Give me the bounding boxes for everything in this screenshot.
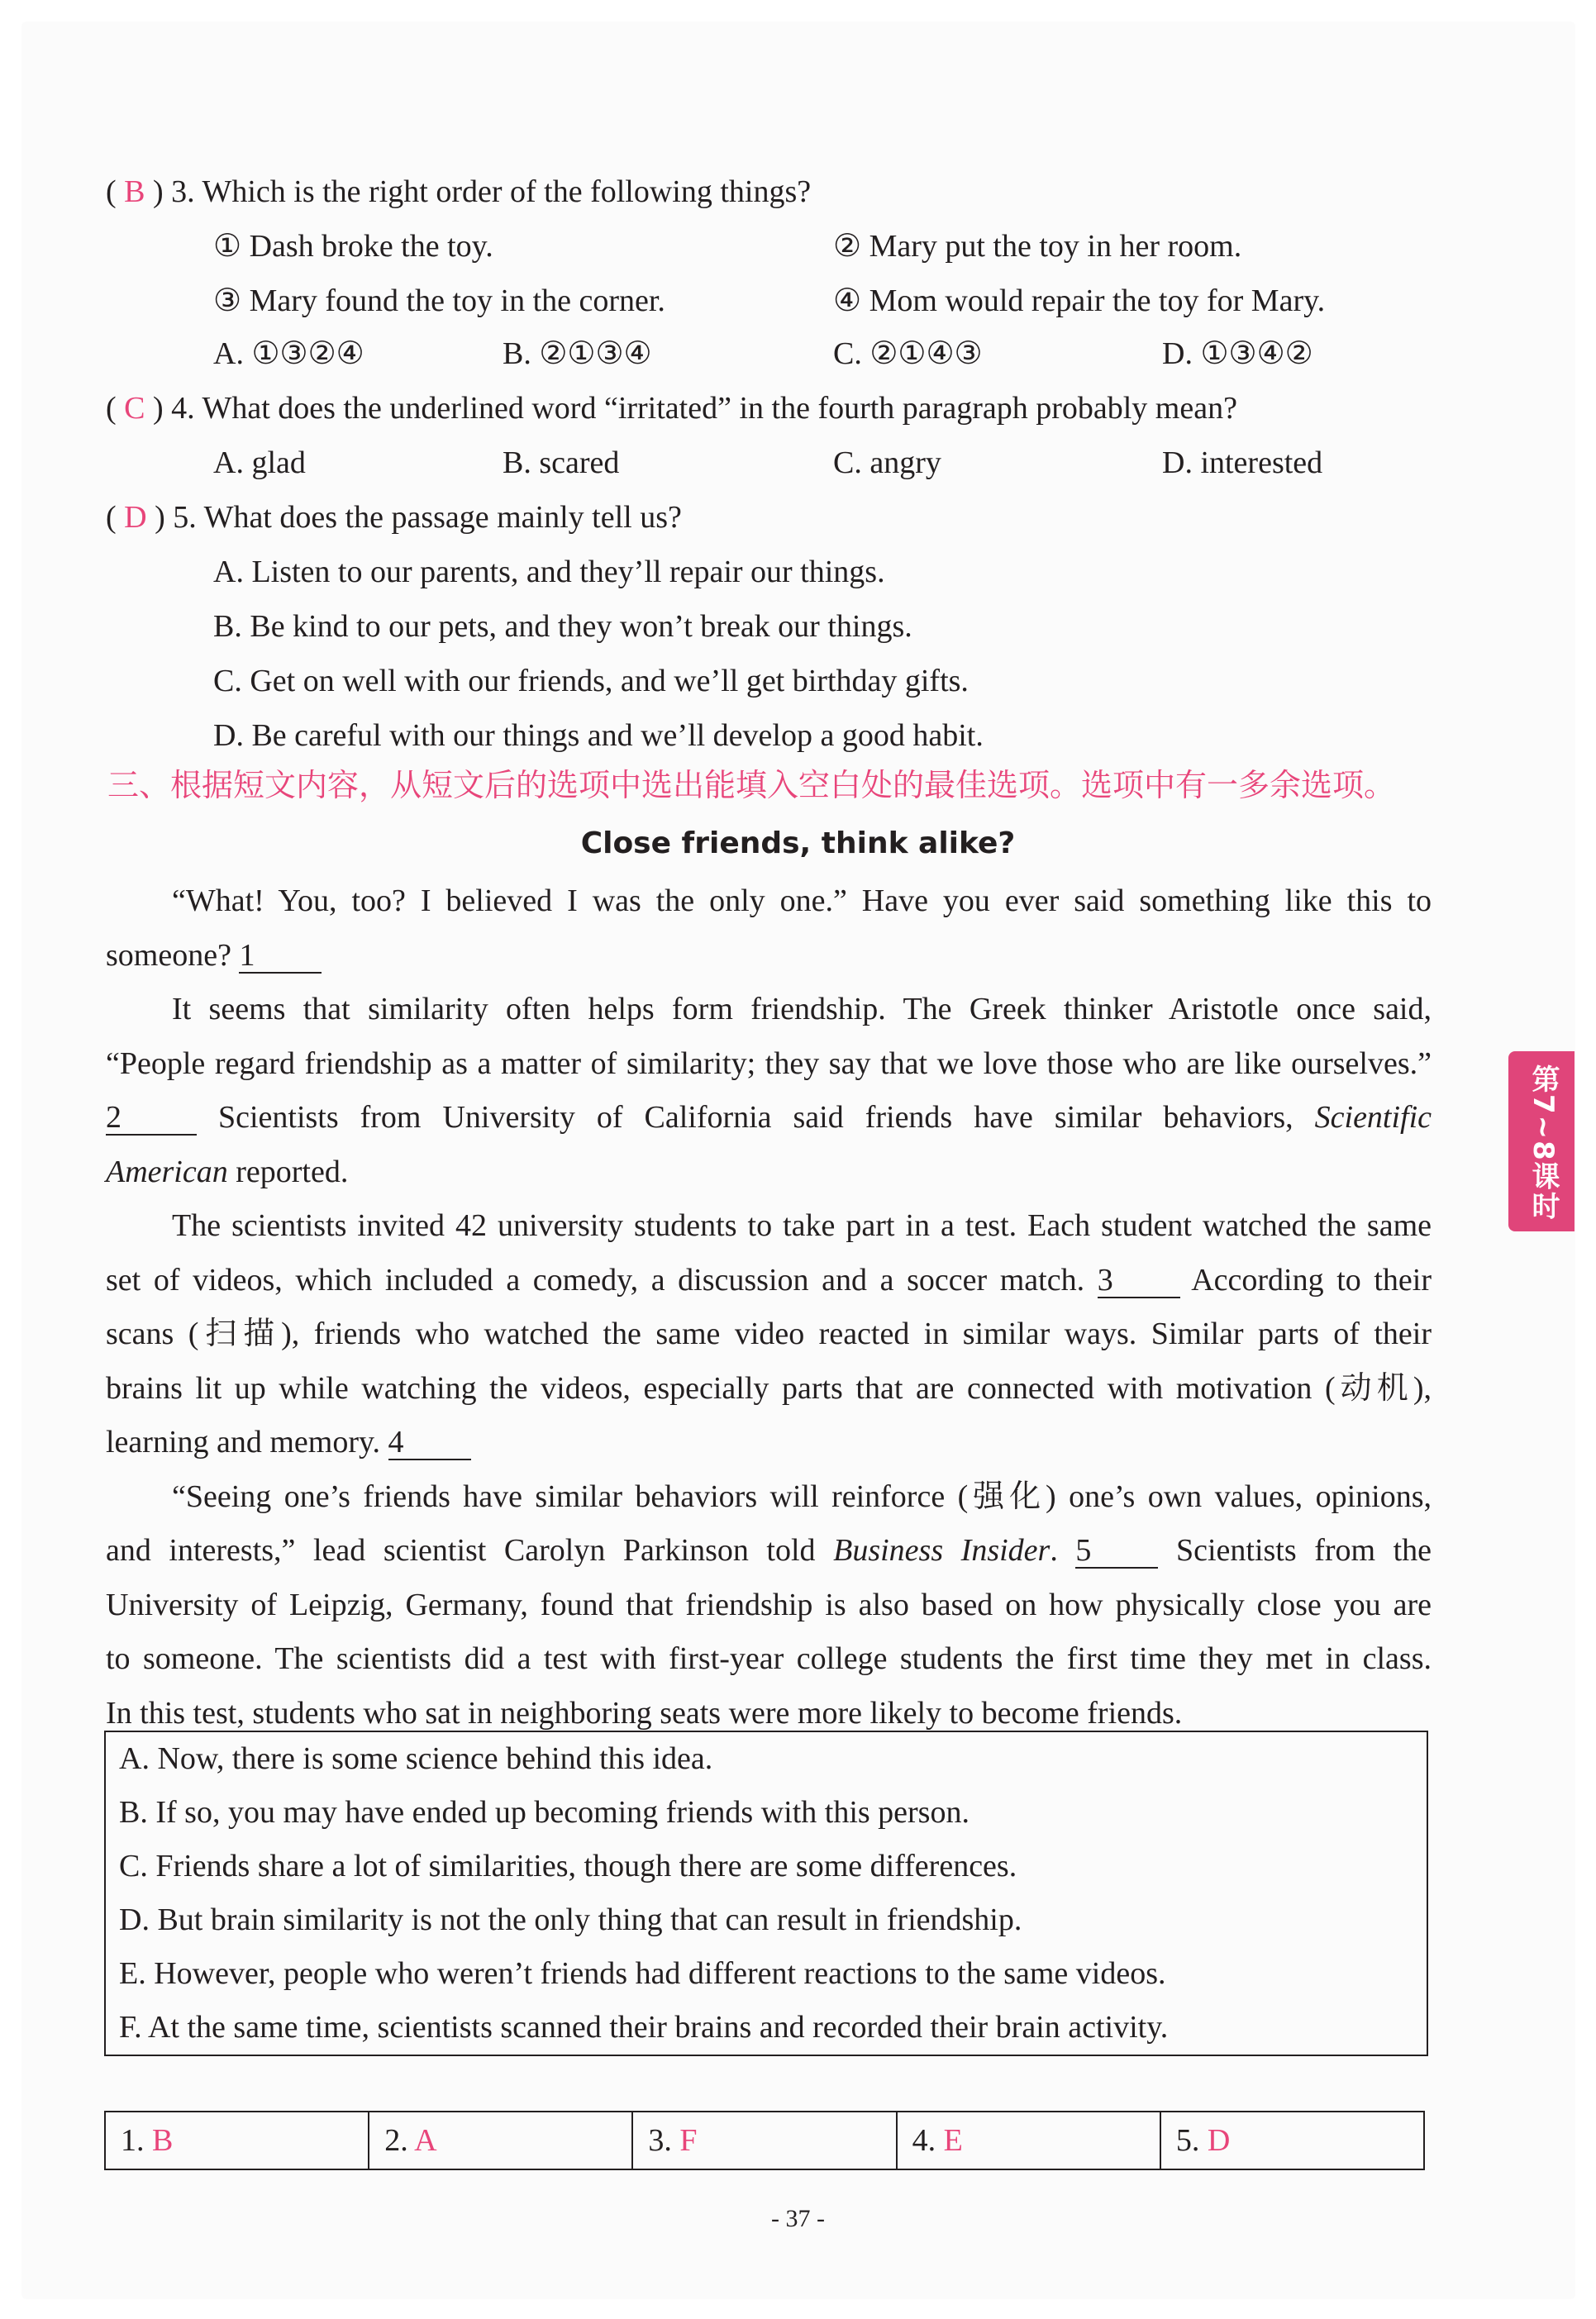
question-4: ( C ) 4. What does the underlined word “irritated” in the fourth paragraph probably mean?	[106, 391, 1237, 426]
question-5: ( D ) 5. What does the passage mainly tell us?	[106, 500, 682, 535]
q5-option-d: D. Be careful with our things and we’ll develop a good habit.	[213, 718, 984, 753]
answer-cell: 5. D	[1175, 2123, 1231, 2158]
q3-item-1: ① Dash broke the toy.	[213, 229, 493, 264]
passage-line: University of Leipzig, Germany, found that friendship is also based on how physically close you are	[106, 1587, 1432, 1622]
q3-option-c: C. ②①④③	[833, 336, 983, 371]
blank-3: 3	[1098, 1264, 1180, 1298]
passage-line: set of videos, which included a comedy, a discussion and a soccer match. 3 According to their	[106, 1262, 1432, 1298]
passage-line: The scientists invited 42 university students to take part in a test. Each student watched the same	[172, 1208, 1432, 1243]
q5-option-a: A. Listen to our parents, and they’ll repair our things.	[213, 555, 885, 589]
choice-c: C. Friends share a lot of similarities, though there are some differences.	[119, 1849, 1017, 1883]
answer-cell: 4. E	[898, 2112, 1161, 2169]
passage-line: to someone. The scientists did a test with first-year college students the first time they met in class.	[106, 1641, 1432, 1676]
choices-box	[104, 1731, 1428, 2056]
passage-line: In this test, students who sat in neighboring seats were more likely to become friends.	[106, 1695, 1183, 1731]
question-3-stem: 3. Which is the right order of the following things?	[171, 174, 812, 209]
q5-option-c: C. Get on well with our friends, and we’ll get birthday gifts.	[213, 664, 969, 698]
blank-2: 2	[106, 1101, 197, 1136]
passage-line: American reported.	[106, 1154, 349, 1189]
answer-q3: B	[124, 174, 145, 209]
passage	[106, 874, 1432, 1740]
answer-q5: D	[124, 500, 147, 535]
q5-option-b: B. Be kind to our pets, and they won’t break our things.	[213, 609, 912, 644]
choice-e: E. However, people who weren’t friends had different reactions to the same videos.	[119, 1956, 1166, 1991]
answer-table	[104, 2111, 1425, 2170]
blank-1: 1	[239, 939, 322, 974]
q3-item-4: ④ Mom would repair the toy for Mary.	[833, 283, 1326, 318]
passage-line: “Seeing one’s friends have similar behaviors will reinforce (强化) one’s own values, opinions,	[172, 1479, 1432, 1514]
passage-line: 2 Scientists from University of California said friends have similar behaviors, Scientific	[106, 1100, 1432, 1135]
passage-line: “People regard friendship as a matter of similarity; they say that we love those who are like ourselves.”	[106, 1045, 1432, 1081]
answer-cell: 3. F	[633, 2112, 897, 2169]
answer-cell: 1. B	[106, 2112, 369, 2169]
passage-line: scans (扫描), friends who watched the same video reacted in similar ways. Similar parts of their	[106, 1317, 1432, 1351]
passage-line: brains lit up while watching the videos, especially parts that are connected with motivation (动机),	[106, 1370, 1432, 1406]
passage-line: and interests,” lead scientist Carolyn Parkinson told Business Insider. 5 Scientists from the	[106, 1533, 1432, 1568]
question-4-stem: 4. What does the underlined word “irritated” in the fourth paragraph probably mean?	[171, 391, 1237, 426]
q3-option-b: B. ②①③④	[503, 336, 652, 371]
q3-item-3: ③ Mary found the toy in the corner.	[213, 283, 665, 318]
lesson-side-tab	[1508, 1051, 1575, 1231]
answer-cell: 2. A	[369, 2112, 633, 2169]
blank-5: 5	[1075, 1534, 1158, 1569]
question-5-stem: 5. What does the passage mainly tell us?	[173, 500, 682, 535]
choice-f: F. At the same time, scientists scanned their brains and recorded their brain activity.	[119, 2010, 1169, 2045]
choice-d: D. But brain similarity is not the only thing that can result in friendship.	[119, 1902, 1022, 1937]
answer-q4: C	[124, 391, 145, 426]
passage-line: “What! You, too? I believed I was the only one.” Have you ever said something like this to	[172, 883, 1432, 918]
lesson-side-tab-label: 第7~8课时	[1527, 1064, 1560, 1221]
q4-option-a: A. glad	[213, 445, 306, 480]
passage-line: learning and memory. 4	[106, 1416, 1432, 1470]
q3-item-2: ② Mary put the toy in her room.	[833, 229, 1242, 264]
passage-title: Close friends, think alike?	[580, 826, 1016, 860]
passage-line: It seems that similarity often helps form friendship. The Greek thinker Aristotle once said,	[172, 992, 1432, 1026]
q4-option-d: D. interested	[1162, 445, 1323, 480]
q4-option-c: C. angry	[833, 445, 941, 480]
question-3: ( B ) 3. Which is the right order of the following things?	[106, 174, 812, 209]
choice-b: B. If so, you may have ended up becoming friends with this person.	[119, 1795, 970, 1830]
blank-4: 4	[388, 1426, 471, 1460]
q3-option-a: A. ①③②④	[213, 336, 364, 371]
q3-option-d: D. ①③④②	[1162, 336, 1313, 371]
page-number: - 37 -	[771, 2205, 825, 2232]
q4-option-b: B. scared	[503, 445, 620, 480]
section-heading: 三、根据短文内容，从短文后的选项中选出能填入空白处的最佳选项。选项中有一多余选项。	[107, 767, 1396, 803]
passage-line: someone? 1	[106, 929, 1432, 983]
choice-a: A. Now, there is some science behind this idea.	[119, 1741, 713, 1776]
